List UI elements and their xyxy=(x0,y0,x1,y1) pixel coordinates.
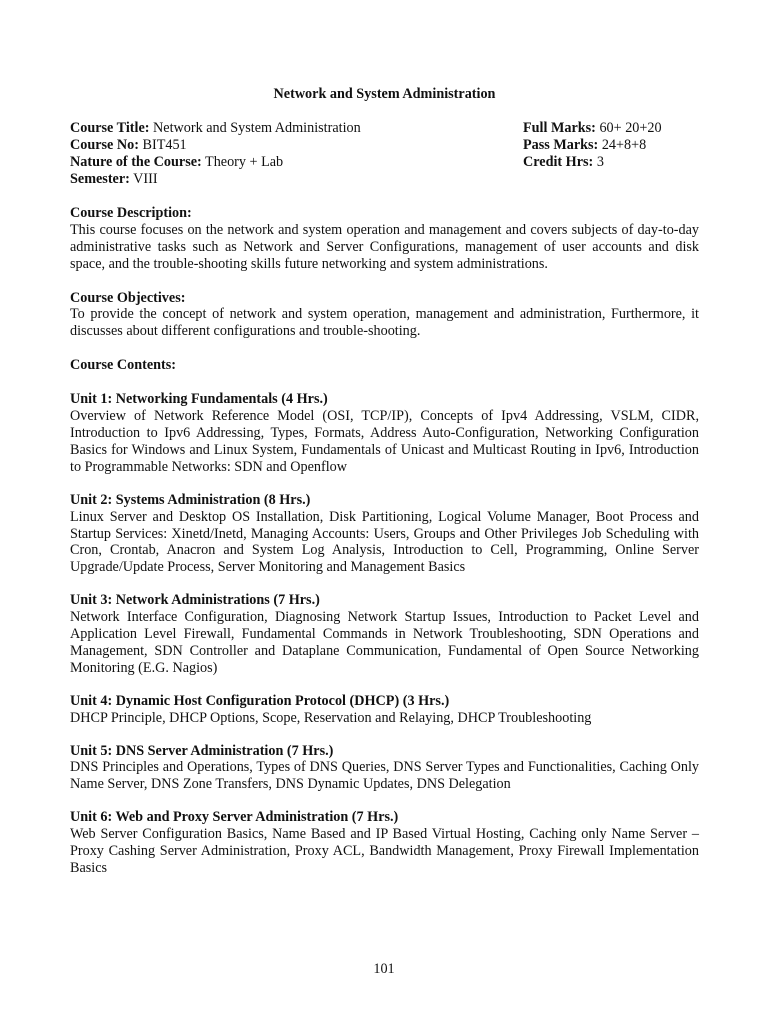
unit-1 xyxy=(70,391,699,476)
course-nature-label: Nature of the Course: xyxy=(70,153,202,170)
pass-marks-label: Pass Marks: xyxy=(523,136,599,153)
course-title-label: Course Title: xyxy=(70,119,150,136)
pass-marks-value: 24+8+8 xyxy=(601,136,647,153)
course-info-left xyxy=(70,120,361,188)
unit-1-title: Unit 1: Networking Fundamentals (4 Hrs.) xyxy=(70,391,328,408)
course-contents-heading: Course Contents: xyxy=(70,357,177,374)
course-info xyxy=(70,120,699,188)
semester-row xyxy=(70,171,361,188)
pass-marks-row xyxy=(523,137,662,154)
course-info-right xyxy=(523,120,662,171)
unit-2-title: Unit 2: Systems Administration (8 Hrs.) xyxy=(70,491,311,508)
full-marks-value: 60+ 20+20 xyxy=(599,119,662,136)
course-description-heading: Course Description: xyxy=(70,204,192,221)
page-number: 101 xyxy=(373,961,395,977)
unit-3-title: Unit 3: Network Administrations (7 Hrs.) xyxy=(70,592,320,609)
full-marks-label: Full Marks: xyxy=(523,119,596,136)
full-marks-row xyxy=(523,120,662,137)
unit-2 xyxy=(70,492,699,577)
semester-label: Semester: xyxy=(70,170,130,187)
unit-6-title: Unit 6: Web and Proxy Server Administration (7 Hrs.) xyxy=(70,809,399,826)
unit-3 xyxy=(70,592,699,677)
unit-1-text: Overview of Network Reference Model (OSI, TCP/IP), Concepts of Ipv4 Addressing, VSLM, CIDR, Introduction to Ipv6 Addressing, Types, Formats, Address Auto-Configuration, Networking Configuration Basics for Windows and Linux System, Fundamentals of Unicast and Multicast Routing in Ipv6, Introduction to Programmable Networks: SDN and Openflow xyxy=(70,408,699,475)
course-title-value: Network and System Administration xyxy=(153,119,361,136)
course-objectives-section xyxy=(70,290,699,341)
unit-5-title: Unit 5: DNS Server Administration (7 Hrs.) xyxy=(70,742,334,759)
document-title: Network and System Administration xyxy=(273,86,496,102)
unit-2-text: Linux Server and Desktop OS Installation, Disk Partitioning, Logical Volume Manager, Boot Process and Startup Services: Xinetd/Inetd, Managing Accounts: Users, Groups and Other Privileges Job Scheduling with Cron, Crontab, Anacron and System Log Analysis, Introduction to Cell, Programming, Online Server Upgrade/Update Process, Server Monitoring and Management Basics xyxy=(70,508,699,576)
credit-hours-value: 3 xyxy=(596,153,604,170)
unit-3-text: Network Interface Configuration, Diagnosing Network Startup Issues, Introduction to Packet Level and Application Level Firewall, Fundamental Commands in Network Troubleshooting, SDN Operations and Management, SDN Controller and Dataplane Communication, Fundamental of Open Source Networking Monitoring (E.G. Nagios) xyxy=(70,609,699,676)
unit-6 xyxy=(70,809,699,877)
semester-value: VIII xyxy=(133,170,158,187)
document-page xyxy=(70,86,699,893)
course-nature-value: Theory + Lab xyxy=(205,153,284,170)
credit-hours-label: Credit Hrs: xyxy=(523,153,594,170)
course-nature-row xyxy=(70,154,361,171)
unit-4 xyxy=(70,693,699,727)
course-no-value: BIT451 xyxy=(142,136,187,153)
unit-4-text: DHCP Principle, DHCP Options, Scope, Reservation and Relaying, DHCP Troubleshooting xyxy=(70,709,592,726)
course-objectives-text: To provide the concept of network and system operation, management and administration, Furthermore, it discusses about different configurations and trouble-shooting. xyxy=(70,306,699,340)
credit-hours-row xyxy=(523,154,662,171)
course-description-text: This course focuses on the network and system operation and management and covers subjects of day-to-day administrative tasks such as Network and Server Configurations, management of user accounts and disk space, and the trouble-shooting skills future networking and system administrations. xyxy=(70,221,699,272)
course-no-label: Course No: xyxy=(70,136,139,153)
course-objectives-heading: Course Objectives: xyxy=(70,289,186,306)
unit-5-text: DNS Principles and Operations, Types of DNS Queries, DNS Server Types and Functionalities, Caching Only Name Server, DNS Zone Transfers, DNS Dynamic Updates, DNS Delegation xyxy=(70,759,699,793)
unit-5 xyxy=(70,743,699,794)
unit-6-text: Web Server Configuration Basics, Name Based and IP Based Virtual Hosting, Caching only Name Server – Proxy Cashing Server Administration, Proxy ACL, Bandwidth Management, Proxy Firewall Implementation Basics xyxy=(70,826,699,876)
course-description-section xyxy=(70,205,699,273)
course-title-row xyxy=(70,120,361,137)
unit-4-title: Unit 4: Dynamic Host Configuration Protocol (DHCP) (3 Hrs.) xyxy=(70,692,450,709)
course-no-row xyxy=(70,137,361,154)
